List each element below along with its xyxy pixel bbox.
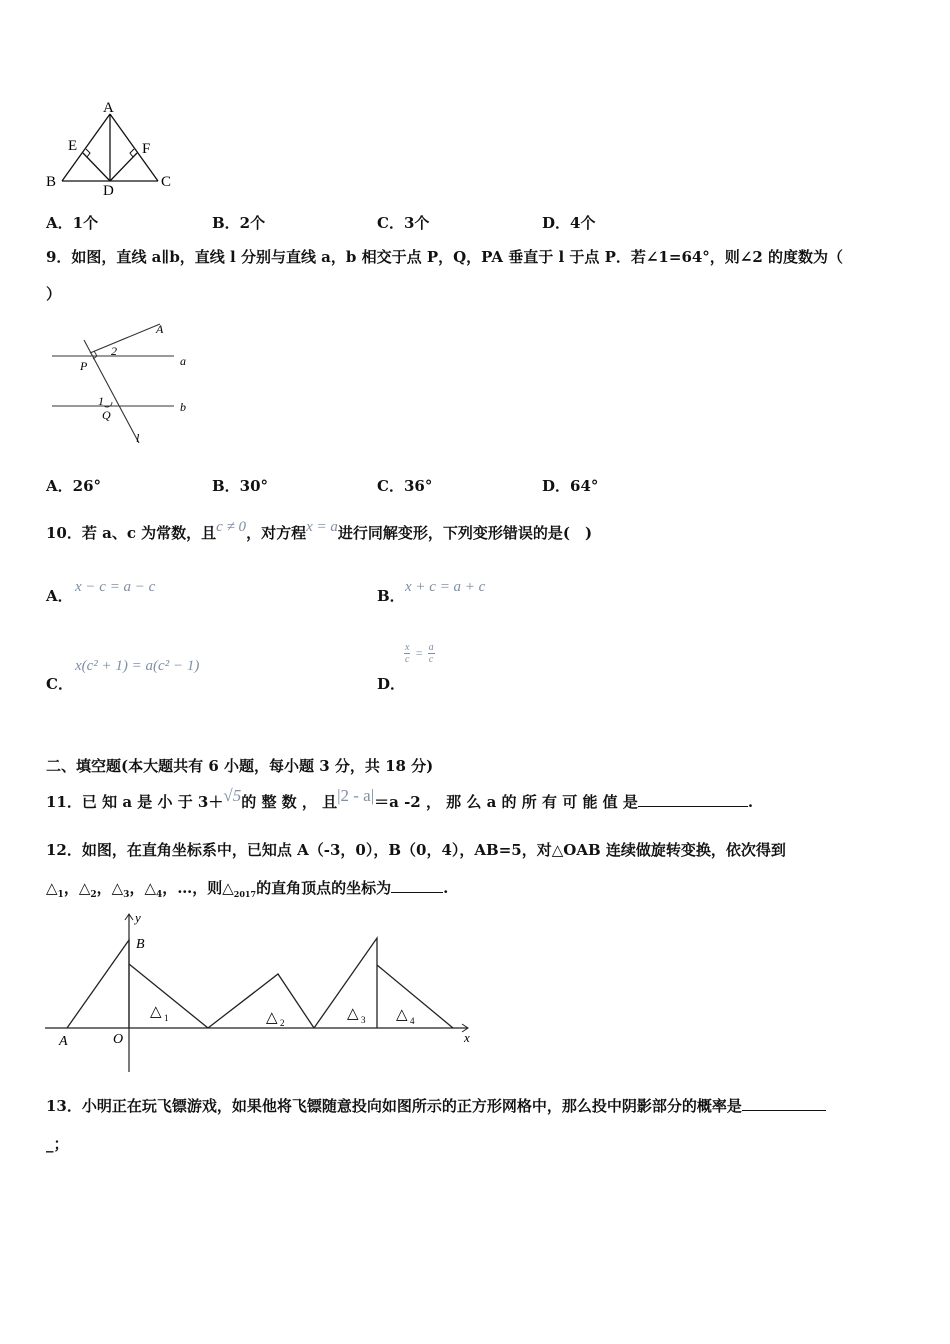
triangle-4 <box>377 965 453 1028</box>
q9-question-line2: ） <box>46 285 62 303</box>
q10-option-a[interactable] <box>46 585 73 606</box>
ray-pa <box>90 324 160 353</box>
q9-option-b[interactable]: B．30° <box>212 477 269 495</box>
q11-end: . <box>747 793 754 811</box>
q10-option-a-expr: x − c = a − c <box>75 579 156 595</box>
q10-option-d-expr <box>404 642 435 665</box>
q9-option-c[interactable]: C．36° <box>377 477 433 495</box>
q10-option-c-expr: x(c² + 1) = a(c² − 1) <box>75 658 200 674</box>
q12-answer-blank[interactable] <box>391 878 443 893</box>
q12-tri-3: ，△ <box>96 879 124 897</box>
q8-figure <box>40 96 190 200</box>
fraction-left-num: x <box>405 642 410 653</box>
label-delta-4: △ <box>396 1007 408 1023</box>
q10-option-b-expr: x + c = a + c <box>405 579 486 595</box>
label-delta-2-sub: 2 <box>280 1018 285 1028</box>
q10-option-d[interactable] <box>377 673 405 694</box>
q8-option-a[interactable]: A．1个 <box>46 214 99 232</box>
label-b: B <box>46 174 57 190</box>
segment-ed <box>83 153 110 181</box>
q11-sqrt: √5 <box>223 786 242 805</box>
q12-sub-2017: 2017 <box>233 889 257 899</box>
q10-equation: x = a <box>306 519 338 535</box>
triangle-1 <box>129 964 208 1028</box>
q8-option-b[interactable]: B．2个 <box>212 214 266 232</box>
q11-part3: ＝a -2 ， 那 么 a 的 所 有 可 能 值 是 <box>374 793 638 811</box>
label-line-a: a <box>180 354 186 368</box>
q11-answer-blank[interactable] <box>638 792 748 807</box>
q13-question-line2: _； <box>46 1135 69 1153</box>
q12-end: . <box>443 879 449 897</box>
label-angle-1: 1 <box>98 394 104 408</box>
q12-sub-2: 2 <box>90 890 97 900</box>
q10-prefix: 10．若 a、c 为常数，且 <box>46 524 217 542</box>
q12-figure <box>40 908 480 1076</box>
q10-option-a-label: A． <box>46 587 73 605</box>
triangle-2 <box>208 974 314 1028</box>
q13-answer-blank[interactable] <box>742 1096 826 1111</box>
q10-mid: ，对方程 <box>246 524 307 542</box>
q10-option-b-label: B． <box>377 587 405 605</box>
q13-text: 13．小明正在玩飞镖游戏，如果他将飞镖随意投向如图所示的正方形网格中，那么投中阴影部分的概率是 <box>46 1097 742 1115</box>
q10-question <box>46 519 593 543</box>
q9-figure <box>44 318 204 450</box>
q12-sub-4: 4 <box>155 890 163 900</box>
q10-condition: c ≠ 0 <box>216 519 247 535</box>
fraction-right-num: a <box>428 642 434 653</box>
q12-sub-3: 3 <box>123 890 130 900</box>
q13-question-line1 <box>46 1095 826 1116</box>
side-ac <box>110 114 158 181</box>
label-p: P <box>80 359 88 373</box>
q9-option-a[interactable]: A．26° <box>46 477 102 495</box>
label-c: C <box>161 174 172 190</box>
q8-option-c[interactable]: C．3个 <box>377 214 430 232</box>
q12-sub-1: 1 <box>57 890 64 900</box>
q12-tri-2: ，△ <box>63 879 91 897</box>
fraction-left <box>404 642 410 665</box>
label-delta-3: △ <box>347 1006 359 1022</box>
triangle-3 <box>314 938 377 1028</box>
label-e: E <box>68 138 78 154</box>
label-delta-3-sub: 3 <box>361 1015 366 1025</box>
q12-question-line2 <box>46 877 448 900</box>
label-line-l: l <box>136 431 140 445</box>
label-delta-4-sub: 4 <box>410 1016 415 1026</box>
label-delta-1: △ <box>150 1004 162 1020</box>
label-a-point: A <box>156 322 164 336</box>
label-b: B <box>136 937 145 952</box>
q10-option-c[interactable] <box>46 673 73 694</box>
q9-option-d[interactable]: D．64° <box>542 477 599 495</box>
triangle-oab <box>67 940 129 1028</box>
q12-tri-4: ，△ <box>129 879 156 897</box>
label-line-b: b <box>180 400 186 414</box>
label-x: x <box>464 1030 470 1045</box>
q11-question <box>46 786 754 812</box>
segment-fd <box>110 153 137 181</box>
label-o: O <box>113 1032 124 1047</box>
q10-suffix: 进行同解变形，下列变形错误的是( ) <box>337 524 593 542</box>
q10-option-b[interactable] <box>377 585 405 606</box>
label-y: y <box>135 910 141 925</box>
q12-question-line1: 12．如图，在直角坐标系中，已知点 A（-3，0），B（0，4），AB=5，对△OAB 连续做旋转变换，依次得到 <box>46 841 786 859</box>
fraction-equals: = <box>414 646 424 660</box>
label-a: A <box>59 1034 68 1049</box>
q12-line2-text: 的直角顶点的坐标为 <box>256 879 392 897</box>
label-f: F <box>142 141 151 157</box>
label-delta-2: △ <box>266 1010 278 1026</box>
fraction-left-den: c <box>405 654 410 665</box>
section-2-title: 二、填空题(本大题共有 6 小题，每小题 3 分，共 18 分) <box>46 757 434 775</box>
q10-option-c-label: C． <box>46 675 73 693</box>
q11-part1: 11．已 知 a 是 小 于 3＋ <box>46 793 224 811</box>
label-q: Q <box>102 408 111 422</box>
label-d: D <box>103 183 114 199</box>
label-delta-1-sub: 1 <box>164 1013 169 1023</box>
label-a: A <box>103 100 114 116</box>
fraction-right-den: c <box>428 654 434 665</box>
q10-option-d-label: D． <box>377 675 406 693</box>
q11-part2: 的 整 数 ， 且 <box>241 793 338 811</box>
q12-tri-2017: ，…，则△ <box>162 879 234 897</box>
fraction-right <box>428 642 435 665</box>
q9-question-line1: 9．如图，直线 a∥b，直线 l 分别与直线 a，b 相交于点 P，Q，PA 垂直于 l 于点 P．若∠1=64°，则∠2 的度数为（ <box>46 248 844 266</box>
q11-abs: |2 - a| <box>337 786 375 805</box>
q12-tri-1: △ <box>46 879 58 897</box>
label-angle-2: 2 <box>111 344 117 358</box>
q8-option-d[interactable]: D．4个 <box>542 214 596 232</box>
